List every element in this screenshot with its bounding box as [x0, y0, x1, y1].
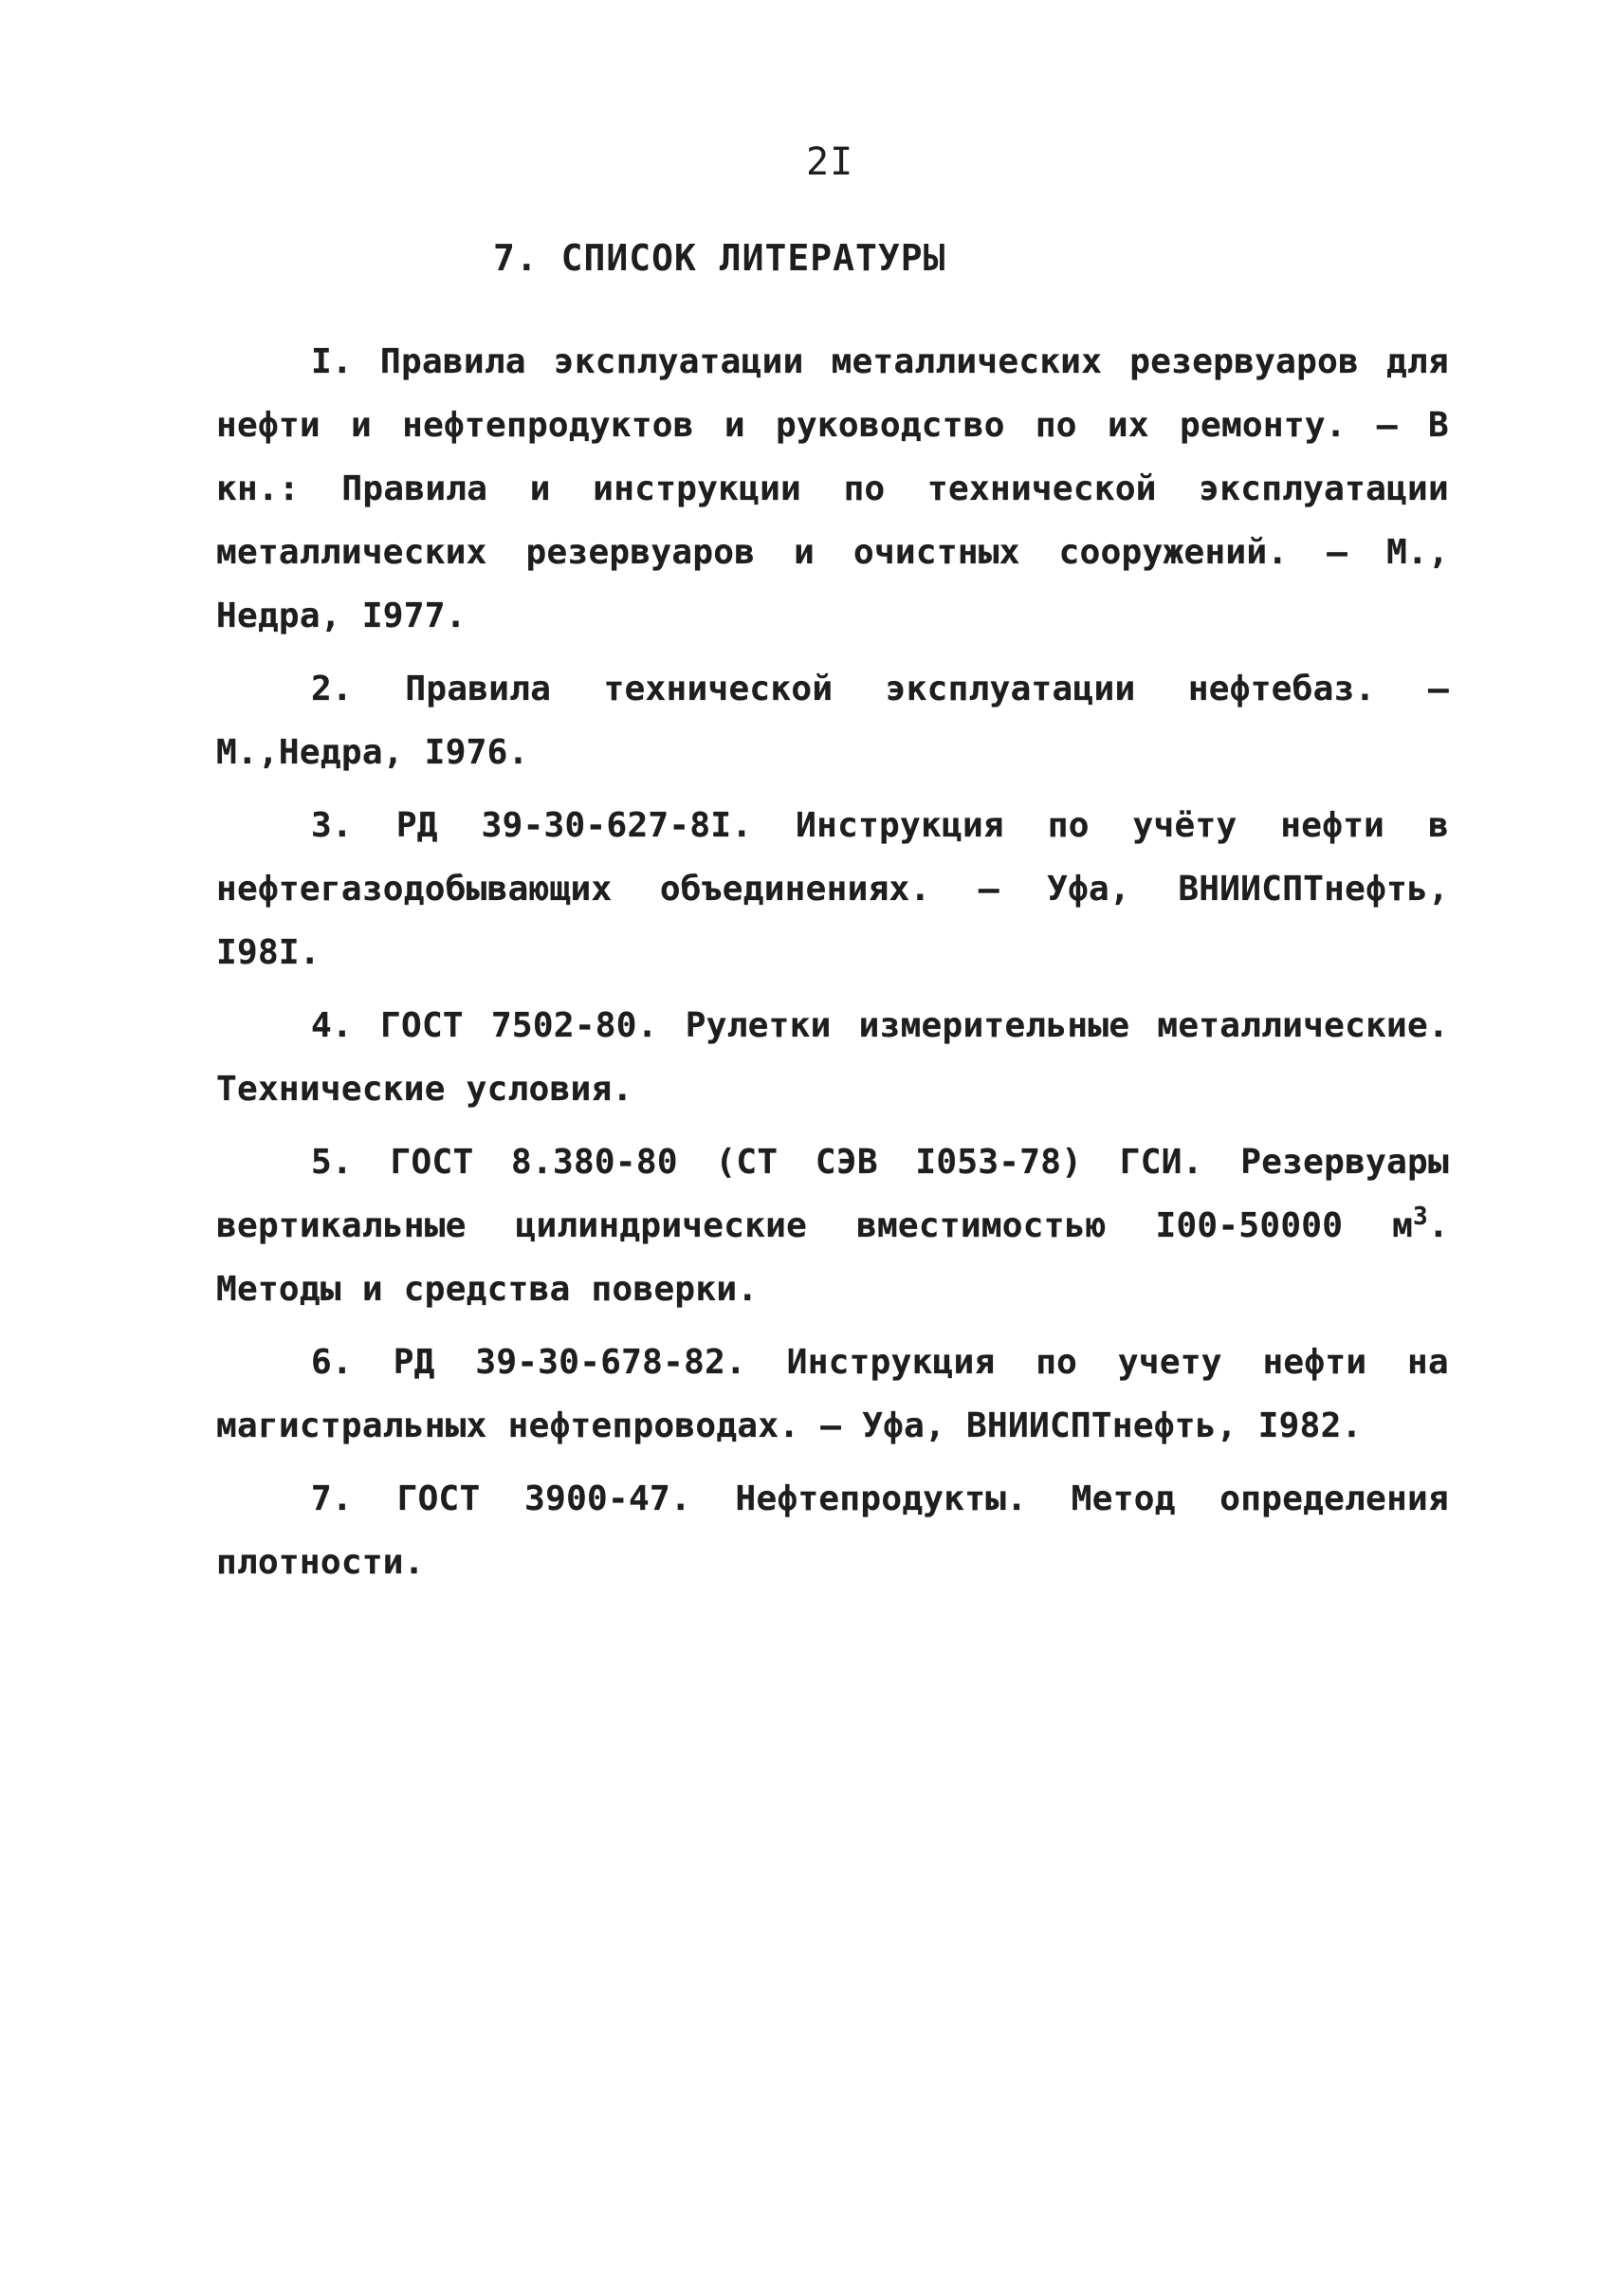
reference-item	[216, 1467, 1449, 1594]
reference-item	[216, 657, 1449, 784]
reference-number: 2.	[311, 670, 353, 708]
reference-text-before-superscript: ГОСТ 8.380-80 (СТ СЭВ I053-78) ГСИ. Резервуары вертикальные цилиндрические вместимостью I00-50000 м	[216, 1143, 1449, 1245]
reference-text: Правила технической эксплуатации нефтебаз. – М.,Недра, I976.	[216, 670, 1449, 772]
reference-number: 6.	[311, 1343, 353, 1382]
reference-text-after-superscript: . Методы и средства поверки.	[216, 1206, 1449, 1309]
reference-item	[216, 794, 1449, 984]
reference-list	[216, 330, 1449, 1604]
reference-number: 5.	[311, 1143, 353, 1182]
reference-item	[216, 1331, 1449, 1458]
page-number: 2I	[806, 140, 854, 184]
reference-text: РД 39-30-678-82. Инструкция по учету нефти на магистральных нефтепроводах. – Уфа, ВНИИСПТнефть, I982.	[216, 1343, 1449, 1445]
reference-number: 3.	[311, 806, 353, 845]
reference-text: ГОСТ 3900-47. Нефтепродукты. Метод определения плотности.	[216, 1479, 1450, 1582]
reference-number: 7.	[311, 1479, 353, 1518]
reference-number: 4.	[311, 1006, 353, 1045]
reference-item	[216, 330, 1449, 648]
reference-text: РД 39-30-627-8I. Инструкция по учёту нефти в нефтегазодобывающих объединениях. – Уфа, ВНИИСПТнефть, I98I.	[216, 806, 1449, 972]
section-title: 7. СПИСОК ЛИТЕРАТУРЫ	[493, 237, 946, 279]
superscript-exponent: 3	[1413, 1203, 1429, 1231]
reference-text: ГОСТ 7502-80. Рулетки измерительные металлические. Технические условия.	[216, 1006, 1449, 1109]
reference-item	[216, 1130, 1449, 1321]
reference-text: Правила эксплуатации металлических резервуаров для нефти и нефтепродуктов и руководство по их ремонту. – В кн.: Правила и инструкции по технической эксплуатации металлических резервуаров и очистных сооружений. – М., Недра, I977.	[216, 342, 1449, 635]
reference-item	[216, 994, 1449, 1121]
reference-number: I.	[311, 342, 353, 381]
